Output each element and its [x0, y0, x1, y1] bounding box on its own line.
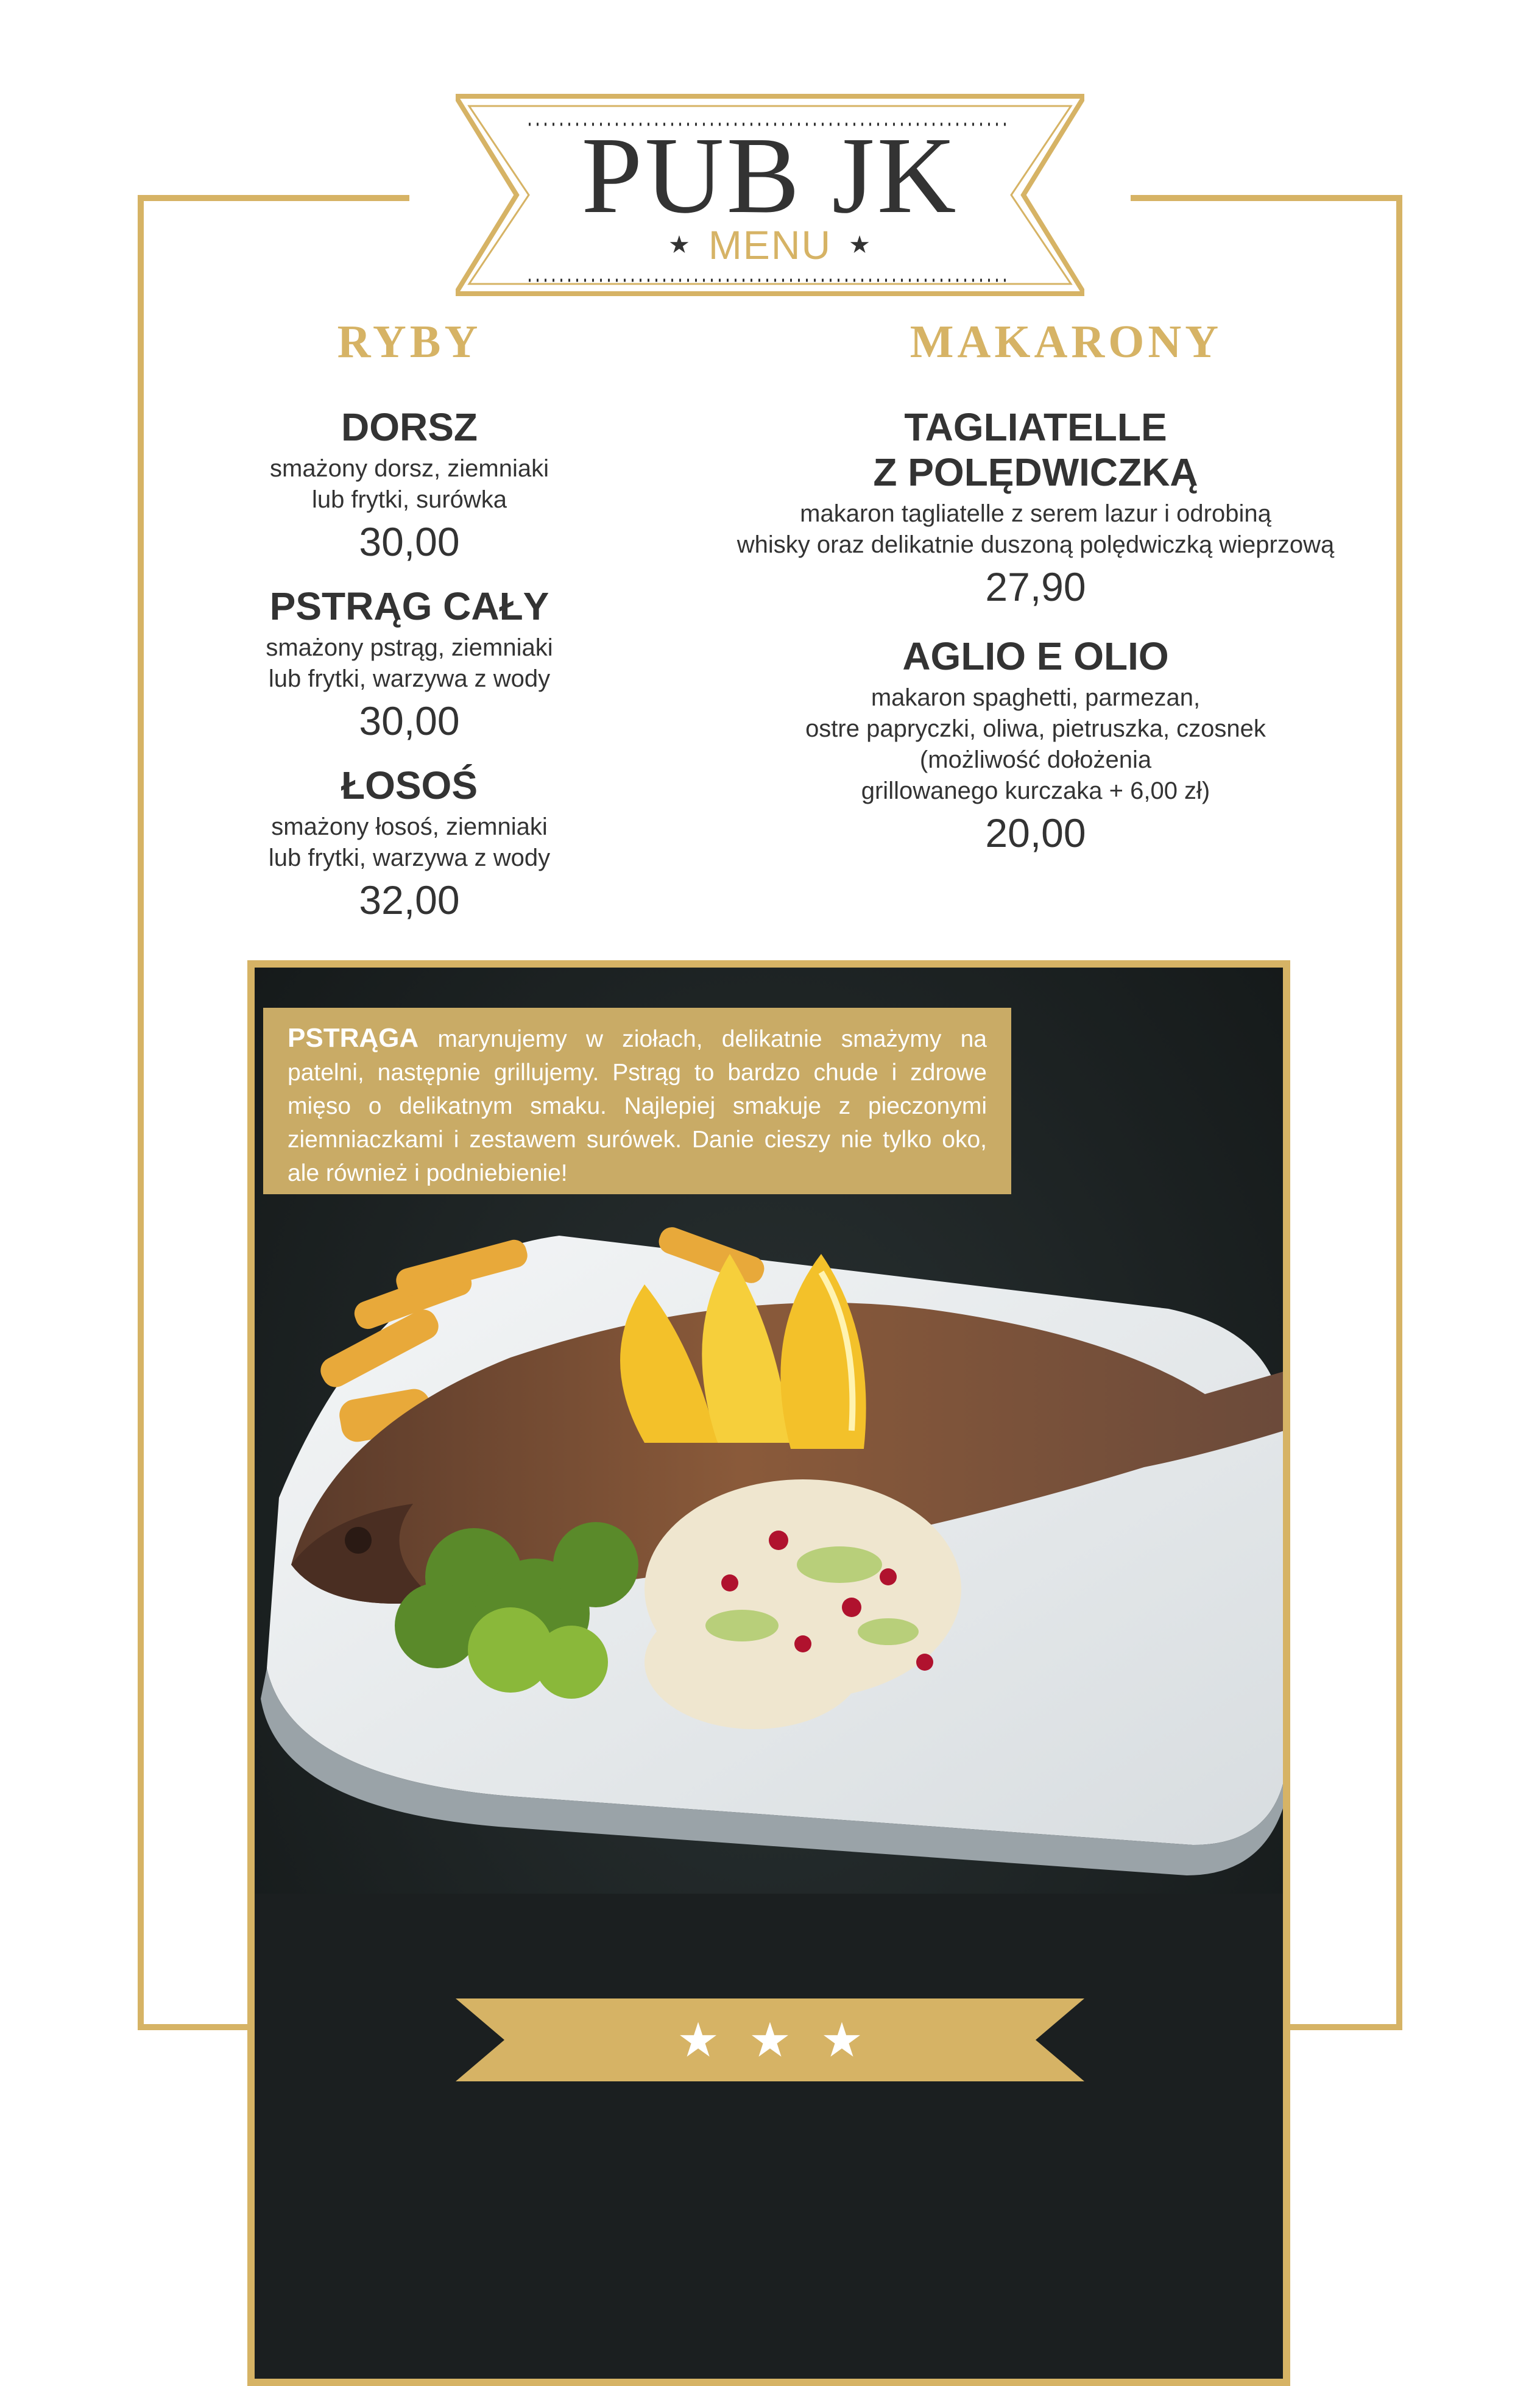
star-icon: ★	[820, 2013, 863, 2067]
item-name: TAGLIATELLE Z POLĘDWICZKĄ	[873, 405, 1198, 494]
menu-subtitle-text: MENU	[708, 222, 832, 267]
frame-top-left	[138, 195, 409, 201]
item-description: smażony dorsz, ziemniaki lub frytki, surówka	[270, 455, 549, 513]
menu-item	[688, 405, 1383, 611]
menu-item	[214, 584, 604, 745]
item-price: 30,00	[359, 698, 460, 743]
item-description: makaron spaghetti, parmezan, ostre papryczki, oliwa, pietruszka, czosnek (możliwość dołożenia grillowanego kurczaka + 6,00 zł)	[805, 684, 1266, 804]
dish-note-text: marynujemy w ziołach, delikatnie smażymy na patelni, następnie grillujemy. Pstrąg to bardzo chude i zdrowe mięso o delikatnym smaku. Najlepiej smakuje z pieczonymi ziemniaczkami i zestawem surówek. Danie cieszy nie tylko oko, ale również i podniebienie!	[288, 1026, 987, 1186]
item-description: makaron tagliatelle z serem lazur i odrobiną whisky oraz delikatnie duszoną polędwiczką wieprzową	[736, 500, 1335, 558]
star-icon: ★	[668, 231, 691, 258]
section-title-makarony: MAKARONY	[910, 316, 1223, 367]
item-price: 20,00	[985, 810, 1086, 855]
frame-top-right	[1131, 195, 1402, 201]
dish-note	[263, 1008, 1011, 1194]
menu-item	[214, 405, 604, 565]
star-icon: ★	[677, 2013, 720, 2067]
menu-subtitle	[456, 221, 1084, 273]
star-icon: ★	[749, 2013, 791, 2067]
item-name: AGLIO E OLIO	[902, 634, 1169, 678]
item-name: ŁOSOŚ	[341, 763, 478, 807]
frame-right	[1396, 195, 1402, 2030]
item-price: 32,00	[359, 877, 460, 922]
item-description: smażony łosoś, ziemniaki lub frytki, warzywa z wody	[268, 813, 551, 871]
dish-note-highlight: PSTRĄGA	[288, 1023, 419, 1053]
frame-left	[138, 195, 144, 2030]
item-description: smażony pstrąg, ziemniaki lub frytki, warzywa z wody	[266, 634, 553, 692]
item-name: DORSZ	[341, 405, 478, 449]
footer-stars	[456, 2011, 1084, 2069]
item-name: PSTRĄG CAŁY	[269, 584, 549, 628]
pub-title: PUB JK	[581, 115, 959, 236]
star-icon: ★	[849, 231, 872, 258]
section-title-ryby: RYBY	[337, 316, 482, 367]
menu-item	[688, 634, 1383, 857]
item-price: 30,00	[359, 519, 460, 564]
item-price: 27,90	[985, 564, 1086, 609]
menu-item	[214, 763, 604, 924]
